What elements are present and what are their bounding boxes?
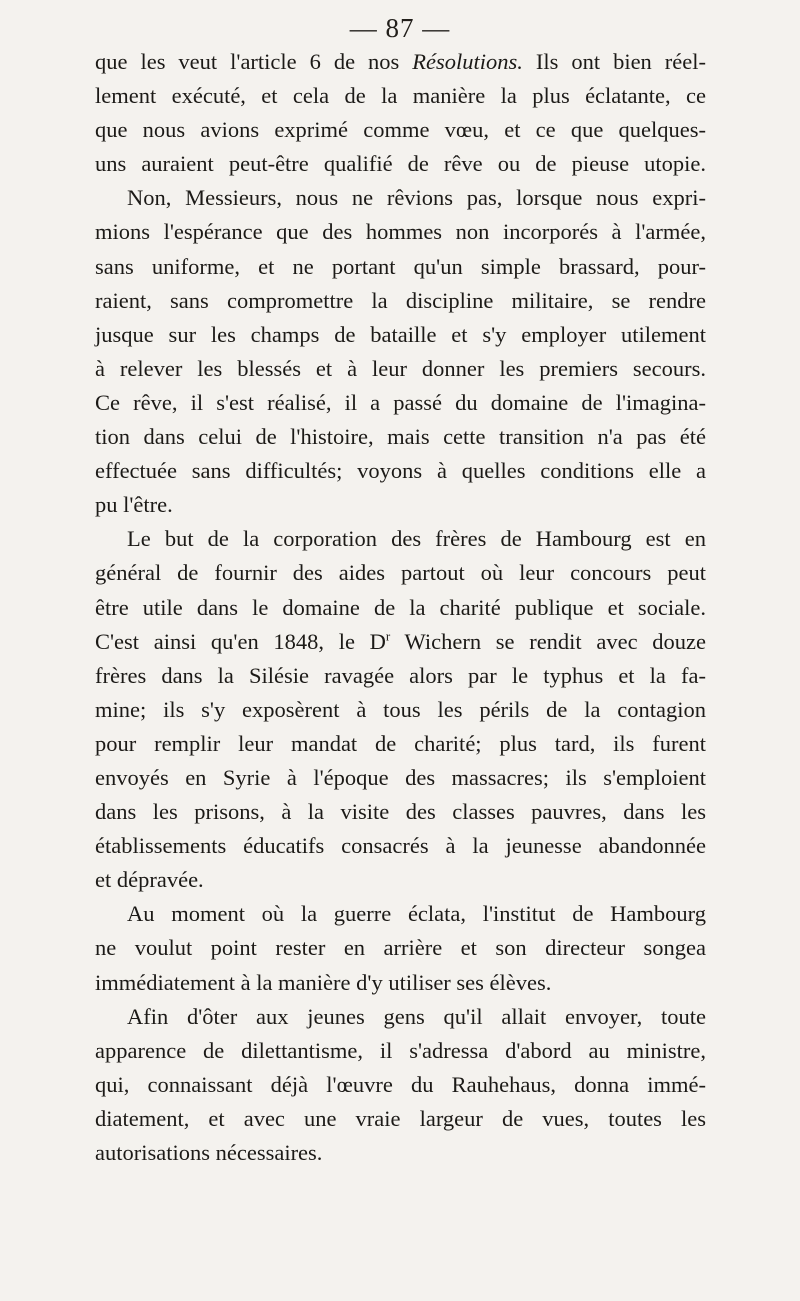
text-line-content: C'est ainsi qu'en 1848, le D — [95, 628, 386, 654]
text-line — [95, 45, 706, 79]
text-line-content: être utile dans le domaine de la charité publique et sociale. — [95, 594, 706, 620]
text-line-content: à relever les blessés et à leur donner les premiers secours. — [95, 355, 706, 381]
body-text — [95, 45, 706, 1170]
text-line — [95, 181, 706, 215]
text-line-content: lement exécuté, et cela de la manière la plus éclatante, ce — [95, 83, 706, 109]
text-line-content: ne voulut point rester en arrière et son directeur songea — [95, 935, 706, 961]
text-line — [95, 420, 706, 454]
text-line — [95, 591, 706, 625]
text-line — [95, 1102, 706, 1136]
text-line — [95, 795, 706, 829]
text-line-content: diatement, et avec une vraie largeur de vues, toutes les — [95, 1105, 706, 1131]
text-line-content: jusque sur les champs de bataille et s'y employer utilement — [95, 321, 706, 347]
text-line-content: que nous avions exprimé comme vœu, et ce que quelques- — [95, 117, 706, 143]
text-line-content: que les veut l'article 6 de nos — [95, 49, 413, 74]
text-line-content: général de fournir des aides partout où leur concours peut — [95, 560, 706, 586]
text-line-continuation: Ils ont bien réel- — [522, 49, 706, 74]
text-line — [95, 522, 706, 556]
text-line — [95, 625, 706, 659]
text-line — [95, 488, 706, 522]
text-line — [95, 352, 706, 386]
text-line-content: Le but de la corporation des frères de Hambourg est en — [127, 526, 706, 552]
text-line-content: établissements éducatifs consacrés à la jeunesse abandonnée — [95, 833, 706, 859]
text-line — [95, 761, 706, 795]
text-line — [95, 454, 706, 488]
text-line — [95, 318, 706, 352]
text-line — [95, 215, 706, 249]
text-line-continuation: Wichern se rendit avec douze — [390, 628, 706, 654]
text-line-content: Afin d'ôter aux jeunes gens qu'il allait envoyer, toute — [127, 1003, 706, 1029]
text-line-content: raient, sans compromettre la discipline militaire, se rendre — [95, 287, 706, 313]
text-line — [95, 966, 706, 1000]
text-line — [95, 250, 706, 284]
text-line — [95, 79, 706, 113]
text-line — [95, 897, 706, 931]
superscript: r — [385, 628, 391, 644]
text-line — [95, 284, 706, 318]
text-line-content: Non, Messieurs, nous ne rêvions pas, lorsque nous expri- — [127, 185, 706, 211]
text-line-content: tion dans celui de l'histoire, mais cette transition n'a pas été — [95, 424, 706, 450]
text-line — [95, 659, 706, 693]
italic-title: Résolutions. — [412, 49, 523, 74]
text-line-content: et dépravée. — [95, 867, 204, 893]
text-line-content: envoyés en Syrie à l'époque des massacres; ils s'emploient — [95, 764, 706, 790]
text-line-content: frères dans la Silésie ravagée alors par le typhus et la fa- — [95, 662, 706, 688]
page-number: — 87 — — [349, 13, 451, 43]
text-line-content: mine; ils s'y exposèrent à tous les périls de la contagion — [95, 696, 706, 722]
text-line-content: apparence de dilettantisme, il s'adressa d'abord au ministre, — [95, 1037, 706, 1063]
text-line — [95, 863, 706, 897]
text-line-content: pour remplir leur mandat de charité; plus tard, ils furent — [95, 730, 706, 756]
text-line-content: Ce rêve, il s'est réalisé, il a passé du domaine de l'imagina- — [95, 389, 706, 415]
text-line — [95, 829, 706, 863]
text-line — [95, 693, 706, 727]
text-line-content: dans les prisons, à la visite des classes pauvres, dans les — [95, 799, 706, 825]
text-line — [95, 386, 706, 420]
text-line — [95, 931, 706, 965]
text-line-content: pu l'être. — [95, 492, 173, 518]
text-line — [95, 1068, 706, 1102]
text-line-content: qui, connaissant déjà l'œuvre du Rauhehaus, donna immé- — [95, 1071, 706, 1097]
text-line-content: immédiatement à la manière d'y utiliser ses élèves. — [95, 969, 552, 995]
text-line-content: effectuée sans difficultés; voyons à quelles conditions elle a — [95, 458, 706, 484]
text-line — [95, 727, 706, 761]
text-line-content: mions l'espérance que des hommes non incorporés à l'armée, — [95, 219, 706, 245]
text-line — [95, 1034, 706, 1068]
text-line-content: sans uniforme, et ne portant qu'un simple brassard, pour- — [95, 253, 706, 279]
text-line — [95, 1000, 706, 1034]
text-line — [95, 113, 706, 147]
text-line-content: uns auraient peut-être qualifié de rêve ou de pieuse utopie. — [95, 151, 706, 177]
text-line — [95, 1136, 706, 1170]
text-line-content: Au moment où la guerre éclata, l'institut de Hambourg — [127, 901, 706, 927]
text-line — [95, 147, 706, 181]
text-line-content: autorisations nécessaires. — [95, 1140, 323, 1165]
text-line — [95, 556, 706, 590]
